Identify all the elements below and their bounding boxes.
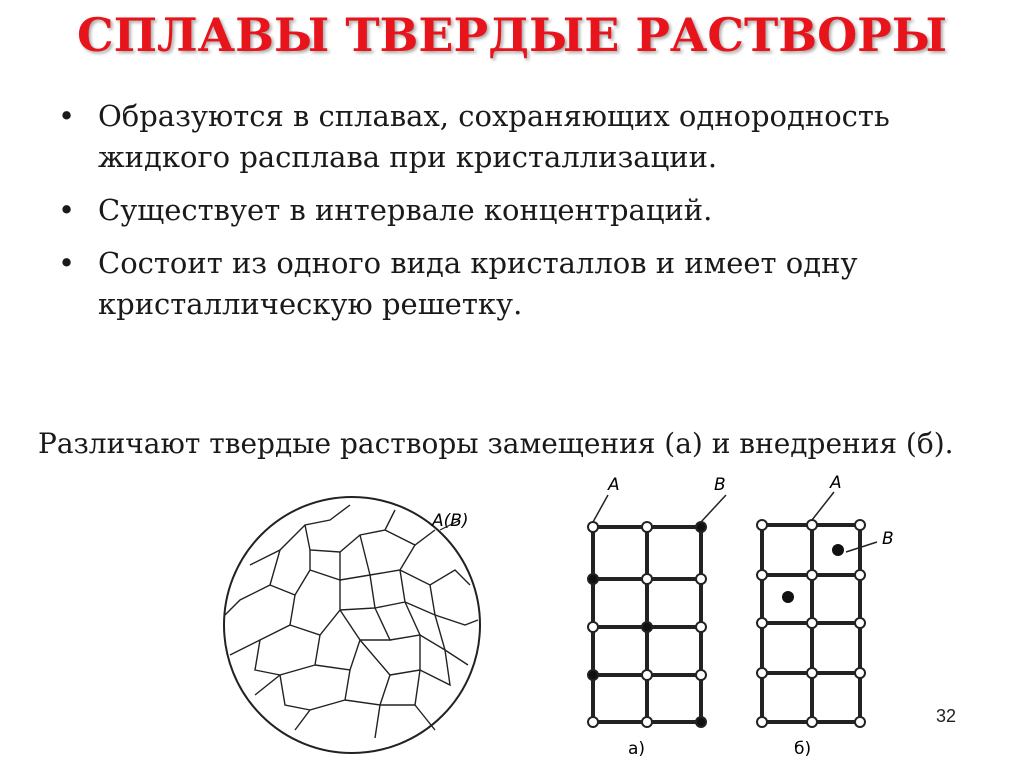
interstitial-lattice-diagram bbox=[742, 470, 922, 760]
bullet-text: Образуются в сплавах, сохраняющих однородность жидкого расплава при кристаллизации. bbox=[98, 99, 890, 174]
interstitial-atom bbox=[832, 544, 844, 556]
bullet-text: Существует в интервале концентраций. bbox=[98, 193, 713, 227]
lattice-a-label-a: А bbox=[608, 475, 620, 495]
bullet-item bbox=[58, 96, 1008, 178]
slide-title: СПЛАВЫ ТВЕРДЫЕ РАСТВОРЫ bbox=[76, 8, 948, 62]
bullet-marker: • bbox=[58, 246, 76, 280]
lattice-a-caption: а) bbox=[628, 739, 646, 759]
bullet-list bbox=[58, 96, 1008, 337]
lattice-a-label-b: В bbox=[714, 475, 726, 495]
bullet-marker: • bbox=[58, 193, 76, 227]
bullet-marker: • bbox=[58, 99, 76, 133]
grain-boundaries bbox=[225, 505, 478, 738]
interstitial-atom bbox=[782, 591, 794, 603]
grain-structure-diagram bbox=[210, 490, 510, 760]
bullet-item bbox=[58, 190, 1008, 231]
grain-boundary-circle bbox=[224, 497, 480, 753]
grain-label: А(В) bbox=[432, 511, 469, 531]
substitution-lattice-diagram bbox=[568, 470, 728, 760]
lattice-b-label-b: В bbox=[882, 529, 894, 549]
lattice-b-label-a: А bbox=[830, 473, 842, 493]
bullet-text: Состоит из одного вида кристаллов и имеет одну кристаллическую решетку. bbox=[98, 246, 858, 321]
figure-caption: Различают твердые растворы замещения (а) и внедрения (б). bbox=[38, 427, 954, 460]
bullet-item bbox=[58, 243, 1008, 325]
page-number: 32 bbox=[936, 706, 957, 726]
lattice-b-caption: б) bbox=[794, 739, 812, 759]
